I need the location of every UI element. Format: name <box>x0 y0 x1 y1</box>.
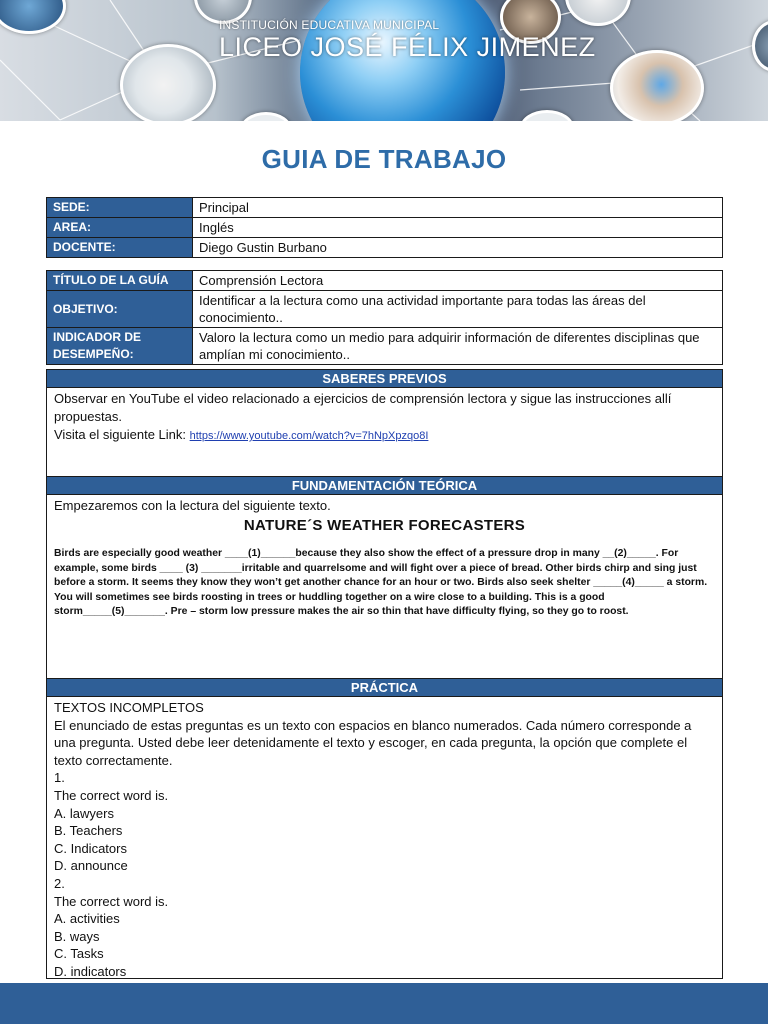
answer-option: C. Tasks <box>54 946 104 962</box>
label-docente: DOCENTE: <box>47 238 193 258</box>
value-titulo: Comprensión Lectora <box>193 271 723 291</box>
value-sede: Principal <box>193 198 723 218</box>
answer-option: B. ways <box>54 928 100 944</box>
page-title: GUIA DE TRABAJO <box>261 144 507 174</box>
value-indicador: Valoro la lectura como un medio para adquirir información de diferentes disciplinas que amplían mi conocimiento.. <box>193 328 723 365</box>
section-heading: FUNDAMENTACIÓN TEÓRICA <box>47 477 722 495</box>
label-objetivo: OBJETIVO: <box>47 291 193 328</box>
question-prompt: The correct word is. <box>54 893 169 909</box>
table-row <box>47 271 723 291</box>
answer-option: B. Teachers <box>54 823 123 839</box>
question-number: 1. <box>54 770 65 786</box>
section-heading: SABERES PREVIOS <box>47 370 722 388</box>
link-prefix: Visita el siguiente Link: <box>54 427 190 442</box>
school-name: LICEO JOSÉ FÉLIX JIMENEZ <box>219 32 596 62</box>
section-fundamentacion <box>46 476 723 679</box>
institution-label: INSTITUCIÓN EDUCATIVA MUNICIPAL <box>219 18 440 32</box>
people-chart-photo-bubble <box>120 44 216 121</box>
label-indicador: INDICADOR DE DESEMPEÑO: <box>47 328 193 365</box>
label-titulo: TÍTULO DE LA GUÍA <box>47 271 193 291</box>
story-title: NATURE´S WEATHER FORECASTERS <box>243 517 526 534</box>
section-body <box>47 388 722 447</box>
section-practica <box>46 678 723 979</box>
label-area: AREA: <box>47 218 193 238</box>
link-line <box>54 426 715 445</box>
section-heading: PRÁCTICA <box>47 679 722 697</box>
table-row <box>47 291 723 328</box>
table-row <box>47 198 723 218</box>
footer-bar <box>0 983 768 1024</box>
question-prompt: The correct word is. <box>54 787 169 803</box>
fundamentacion-intro: Empezaremos con la lectura del siguiente texto. <box>54 498 331 513</box>
practica-instructions: El enunciado de estas preguntas es un texto con espacios en blanco numerados. Cada número corresponde a una pregunta. Usted debe leer detenidamente el texto y escoger, en cada pregunta, la opción que complete el texto correctamente. <box>54 717 692 768</box>
practica-subtitle: TEXTOS INCOMPLETOS <box>54 700 204 715</box>
section-saberes-previos <box>46 369 723 477</box>
answer-option: D. indicators <box>54 963 127 979</box>
answer-option: A. activities <box>54 911 120 927</box>
section-body <box>47 495 722 622</box>
info-table-general <box>46 197 723 258</box>
value-area: Inglés <box>193 218 723 238</box>
saberes-text: Observar en YouTube el video relacionado a ejercicios de comprensión lectora y sigue las instrucciones allí propuestas. <box>54 391 672 424</box>
story-text: Birds are especially good weather ____(1)______because they also show the effect of a pressure drop in many __(2)_____. For example, some birds ____ (3) _______irritable and quarrelsome and will fight over a piece of bread. Other birds chirp and sing just before a storm. It seems they know they won’t get another chance for an hour or two. Birds also seek shelter _____(4)_____ a storm. You will sometimes see birds roosting in trees or huddling together on a wire close to a building. This is a good storm_____(5)_______. Pre – storm low pressure makes the air so thin that have difficulty flying, so they go to roost. <box>54 548 708 618</box>
question-number: 2. <box>54 875 65 891</box>
youtube-link[interactable]: https://www.youtube.com/watch?v=7hNpXpzqo8I <box>189 430 429 442</box>
table-row <box>47 238 723 258</box>
section-body <box>47 697 722 983</box>
table-row <box>47 218 723 238</box>
answer-option: A. lawyers <box>54 805 114 821</box>
value-objetivo: Identificar a la lectura como una actividad importante para todas las áreas del conocimiento.. <box>193 291 723 328</box>
info-table-guide <box>46 270 723 365</box>
label-sede: SEDE: <box>47 198 193 218</box>
value-docente: Diego Gustin Burbano <box>193 238 723 258</box>
answer-option: D. announce <box>54 858 128 874</box>
header-banner <box>0 0 768 121</box>
hands-globe-photo-bubble <box>610 50 704 121</box>
table-row <box>47 328 723 365</box>
answer-option: C. Indicators <box>54 840 127 856</box>
